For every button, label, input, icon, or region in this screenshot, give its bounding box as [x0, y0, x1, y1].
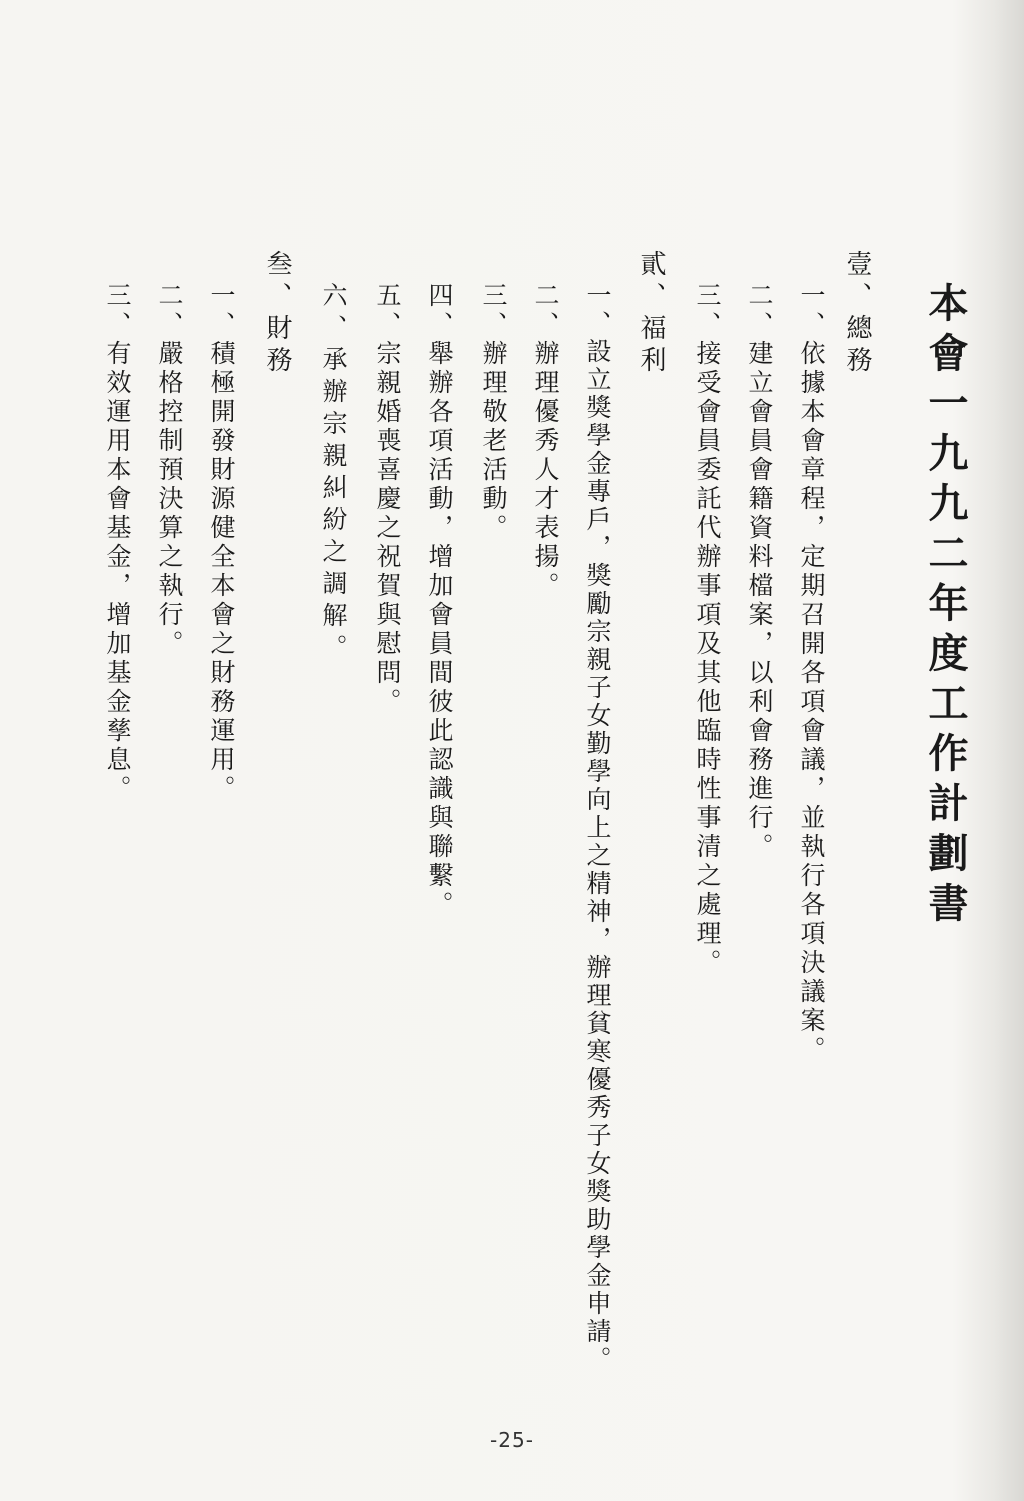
- section-2-item-2: 二、辦理優秀人才表揚。: [531, 282, 560, 601]
- page-number: -25-: [490, 1428, 534, 1452]
- section-2-item-1: 一、設立獎學金專戶，獎勵宗親子女勤學向上之精神，辦理貧寒優秀子女獎助學金申請。: [583, 282, 612, 1374]
- section-2-item-4: 四、舉辦各項活動，增加會員間彼此認識與聯繫。: [425, 282, 454, 920]
- section-2-item-5: 五、宗親婚喪喜慶之祝賀與慰問。: [373, 282, 402, 717]
- document-title: 本會一九九二年度工作計劃書: [922, 282, 969, 932]
- section-1-item-1: 一、依據本會章程，定期召開各項會議，並執行各項決議案。: [797, 282, 826, 1065]
- section-3-item-2: 二、嚴格控制預決算之執行。: [155, 282, 184, 659]
- section-2-item-6: 六、承辦宗親糾紛之調解。: [319, 282, 348, 666]
- section-heading-finance: 叁、財務: [262, 250, 292, 378]
- section-2-item-3: 三、辦理敬老活動。: [479, 282, 508, 543]
- section-heading-welfare: 貳、福利: [636, 250, 666, 378]
- section-heading-general-affairs: 壹、總務: [842, 250, 872, 378]
- section-3-item-1: 一、積極開發財源健全本會之財務運用。: [207, 282, 236, 804]
- section-3-item-3: 三、有效運用本會基金，增加基金孳息。: [103, 282, 132, 804]
- section-1-item-2: 二、建立會員會籍資料檔案，以利會務進行。: [745, 282, 774, 862]
- section-1-item-3: 三、接受會員委託代辦事項及其他臨時性事清之處理。: [693, 282, 722, 978]
